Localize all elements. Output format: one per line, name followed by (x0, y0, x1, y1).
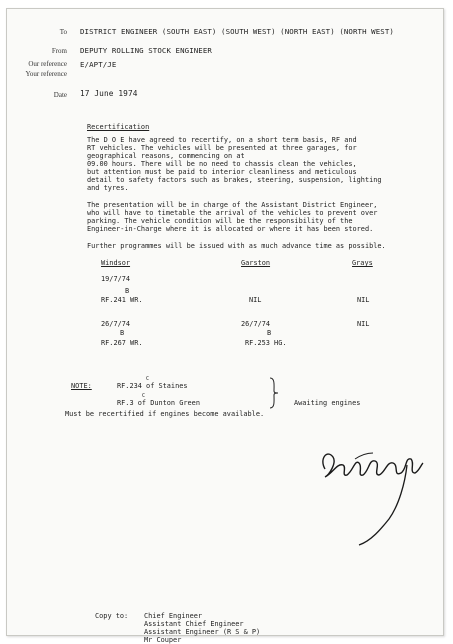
note-line1: RF.234 of Staines (117, 382, 188, 390)
row1-grays: NIL (357, 296, 370, 304)
column-windsor: Windsor (101, 259, 131, 267)
copy-recipient-3: Assistant Engineer (R S & P) (144, 628, 261, 636)
date-label: Date (53, 91, 67, 99)
row2-garage-code-windsor: B (120, 329, 125, 337)
copy-recipient-4: Mr Couper (144, 636, 182, 644)
our-reference-label: Our reference (28, 60, 67, 68)
row2-garage-code-garston: B (267, 329, 272, 337)
row1-garage-code: B (125, 287, 130, 295)
para1-line6: detail to safety factors such as brakes, steering, suspension, lighting (87, 176, 382, 184)
row1-windsor-vehicle: RF.241 WR. (101, 296, 143, 304)
our-reference-value: E/APT/JE (80, 60, 117, 69)
row2-windsor-vehicle: RF.267 WR. (101, 339, 143, 347)
row2-windsor-date: 26/7/74 (101, 320, 131, 328)
copy-recipient-2: Assistant Chief Engineer (144, 620, 244, 628)
row1-windsor-date: 19/7/74 (101, 275, 131, 283)
date-value: 17 June 1974 (80, 89, 138, 98)
column-grays: Grays (352, 259, 373, 267)
row1-garston: NIL (249, 296, 262, 304)
note-line2-superscript: C (142, 393, 146, 399)
memo-sheet (6, 8, 444, 644)
from-value: DEPUTY ROLLING STOCK ENGINEER (80, 46, 212, 55)
para1-line5: but attention must be paid to interior cleanliness and meticulous (87, 168, 357, 176)
para2-line1: The presentation will be in charge of the Assistant District Engineer, (87, 201, 378, 209)
to-value: DISTRICT ENGINEER (SOUTH EAST) (SOUTH WEST) (NORTH EAST) (NORTH WEST) (80, 27, 394, 36)
note-awaiting: Awaiting engines (294, 399, 361, 407)
your-reference-label: Your reference (25, 70, 67, 78)
row2-garston-date: 26/7/74 (241, 320, 271, 328)
note-brace (269, 377, 279, 409)
para1-line2: RT vehicles. The vehicles will be presented at three garages, for (87, 144, 357, 152)
note-line3: Must be recertified if engines become available. (65, 410, 265, 418)
para3: Further programmes will be issued with as much advance time as possible. (87, 242, 386, 250)
para2-line4: Engineer-in-Charge where it is allocated or where it has been stored. (87, 225, 374, 233)
note-line1-superscript: C (146, 376, 150, 382)
to-label: To (59, 28, 67, 36)
row2-grays: NIL (357, 320, 370, 328)
subject-heading: Recertification (87, 123, 150, 131)
signature (307, 429, 437, 549)
column-garston: Garston (241, 259, 271, 267)
copy-label: Copy to: (95, 612, 129, 620)
note-label: NOTE: (71, 382, 92, 390)
para2-line2: who will have to timetable the arrival of the vehicles to prevent over (87, 209, 378, 217)
para2-line3: parking. The vehicle condition will be the responsibility of the (87, 217, 353, 225)
copy-recipient-1: Chief Engineer (144, 612, 203, 620)
from-label: From (51, 47, 67, 55)
para1-line4: 09.00 hours. There will be no need to chassis clean the vehicles, (87, 160, 357, 168)
note-line2: RF.3 of Dunton Green (117, 399, 200, 407)
row2-garston-vehicle: RF.253 HG. (245, 339, 287, 347)
para1-line7: and tyres. (87, 184, 129, 192)
para1-line3: geographical reasons, commencing on at (87, 152, 245, 160)
para1-line1: The D O E have agreed to recertify, on a short term basis, RF and (87, 136, 357, 144)
